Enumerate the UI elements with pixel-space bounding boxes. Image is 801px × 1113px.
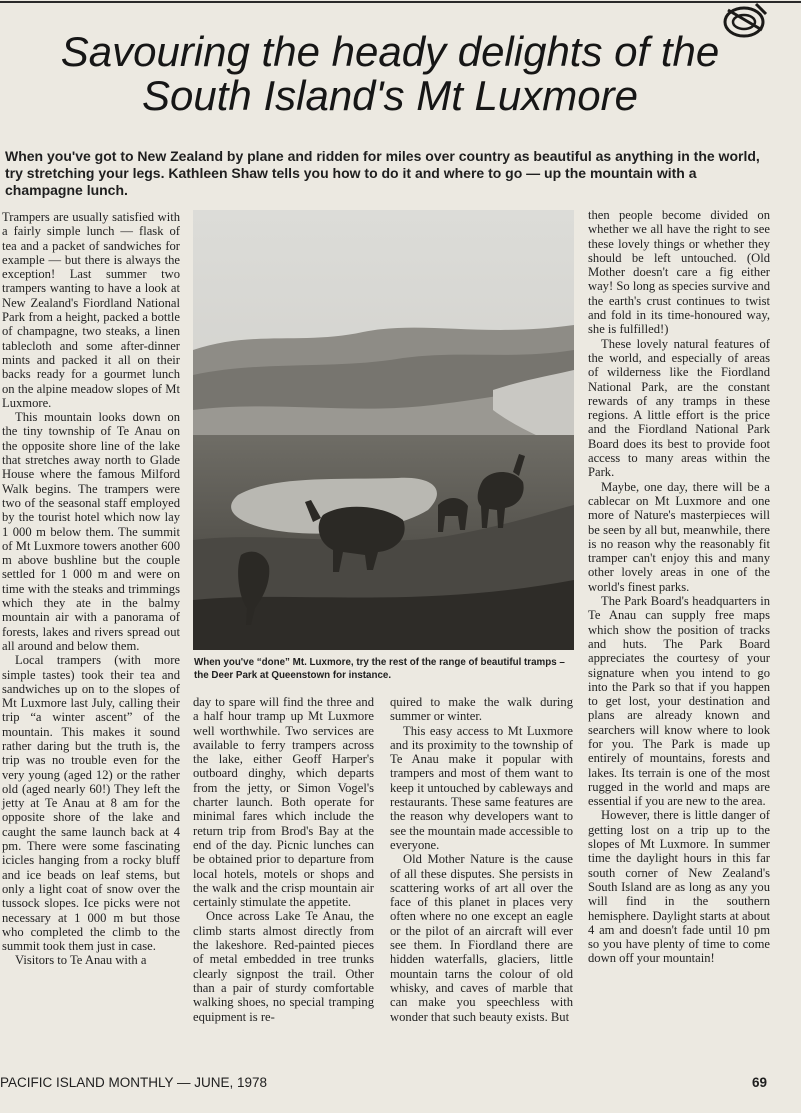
top-rule bbox=[0, 1, 801, 3]
paragraph: Visitors to Te Anau with a bbox=[15, 953, 147, 968]
paragraph: These lovely natural features of the world, and especially of areas of wilderness like the Fiordland National Park, are the constant rewards of any tramps in these regions. A little effort is the price and the Fiordland National Park Board does its best to provide foot access to many areas within the Park. bbox=[588, 336, 770, 480]
paragraph: Once across Lake Te Anau, the climb starts almost directly from the lakeshore. Red-painted pieces of metal embedded in tree trunks clearly signpost the trail. Other than a pair of sturdy comfortable walking shoes, no special tramping equipment is re- bbox=[193, 909, 374, 1024]
paragraph: then people become divided on whether we all have the right to see these lovely things or whether they should be left untouched. (Old Mother doesn't care a fig either way! So long as species survive and the earth's crust continues to twist and fold in its time-honoured way, she is fulfilled!) bbox=[588, 208, 770, 337]
title-line-1: Savouring the heady delights of the bbox=[60, 28, 720, 75]
paragraph: Old Mother Nature is the cause of all these disputes. She persists in scattering works of art all over the face of this planet in places very often where no one except an eagle or the pilot of an aircraft will ever see them. In Fiordland there are hidden waterfalls, glaciers, little mountain tarns the colour of old whisky, and caves of marble that can make you speechless with wonder that such beauty exists. But bbox=[390, 852, 573, 1024]
article-title bbox=[20, 30, 760, 118]
article-intro: When you've got to New Zealand by plane and ridden for miles over country as beautiful as anything in the world, try stretching your legs. Kathleen Shaw tells you how to do it and where to go — up the mountain with a champagne lunch. bbox=[5, 148, 760, 198]
paragraph: day to spare will find the three and a half hour tramp up Mt Luxmore well worthwhile. Two services are available to ferry trampers across the lake, either Geoff Harper's outboard dinghy, which departs from the jetty, or Simon Vogel's charter launch. Both operate for minimal fares which include the return trip from Brod's Bay at the end of the day. Picnic lunches can be obtained prior to departure from local hotels, motels or shops and the walk and the crisp mountain air certainly stimulate the appetite. bbox=[193, 695, 374, 910]
paragraph: This mountain looks down on the tiny township of Te Anau on the opposite shore line of the lake that stretches away north to Glade House where the famous Milford Walk begins. The trampers were two of the seasonal staff employed by the tourist hotel which now lay 1 000 m below them. The summit of Mt Luxmore towers another 600 m above bushline but the couple settled for 1 000 m and were on time with the steaks and trimmings which they ate in the balmy mountain air with a panorama of forests, lakes and rivers spread out all around and below them. bbox=[2, 410, 180, 653]
paragraph: quired to make the walk during summer or winter. bbox=[390, 695, 573, 724]
text-column-3 bbox=[390, 695, 573, 1024]
paragraph: However, there is little danger of getting lost on a trip up to the slopes of Mt Luxmore. In summer time the daylight hours in this far south corner of New Zealand's South Island are as long as any you will find in the southern hemisphere. Daylight starts at about 4 am and doesn't fade until 10 pm so you have plenty of time to come down off your mountain! bbox=[588, 808, 770, 966]
paragraph: Local trampers (with more simple tastes) took their tea and sandwiches up on to the slopes of Mt Luxmore last July, calling their trip “a winter ascent” of the mountain. This makes it sound rather daring but the truth is, the trip was no trouble even for the very young (aged 12) or the rather old (aged nearly 60!) They left the jetty at Te Anau at 8 am for the opposite shore of the lake and caught the same launch back at 4 pm. There were some fascinating icicles hanging from a rocky bluff and ice beads on leaf stems, but only a light coat of snow over the tussock slopes. Ice picks were not necessary at 1 000 m but those who completed the climb to the summit took them just in case. bbox=[2, 653, 180, 954]
photo-caption: When you've “done” Mt. Luxmore, try the rest of the range of beautiful tramps – the Deer Park at Queenstown for instance. bbox=[194, 657, 565, 681]
footer-publication: PACIFIC ISLAND MONTHLY — JUNE, 1978 bbox=[0, 1075, 268, 1090]
paragraph: This easy access to Mt Luxmore and its proximity to the township of Te Anau make it popular with trampers and most of them want to keep it untouched by cableways and restaurants. These same features are the reason why developers want to see the mountain made accessible to everyone. bbox=[390, 723, 573, 852]
text-column-4 bbox=[588, 208, 770, 966]
deer-park-photo bbox=[193, 210, 574, 650]
page-number: 69 bbox=[752, 1075, 768, 1090]
paragraph: Maybe, one day, there will be a cablecar on Mt Luxmore and one more of Nature's masterpieces will be seen by all but, meanwhile, there is no reason why the reasonably fit tramper can't enjoy this and many other lovely areas in one of the world's finest parks. bbox=[588, 479, 770, 594]
text-column-2 bbox=[193, 695, 374, 1024]
paragraph: Trampers are usually satisfied with a fairly simple lunch — flask of tea and a packet of sandwiches for example — but there is always the exception! Last summer two trampers wanting to have a look at New Zealand's Fiordland National Park from a height, packed a bottle of champagne, two steaks, a linen tablecloth and some after-dinner mints and packed it all on their backs ready for a gourmet lunch on the alpine meadow slopes of Mt Luxmore. bbox=[2, 210, 180, 410]
text-column-1 bbox=[2, 210, 180, 968]
title-line-2: South Island's Mt Luxmore bbox=[142, 72, 638, 119]
paragraph: The Park Board's headquarters in Te Anau can supply free maps which show the position of tracks and huts. The Park Board appreciates the courtesy of your signature when you intend to go into the Park so that if you happen to get lost, your destination and plans are already known and searchers will know where to look for you. The Park is made up entirely of mountains, forests and lakes. Its terrain is one of the most rugged in the world and maps are essential if you are new to the area. bbox=[588, 594, 770, 809]
